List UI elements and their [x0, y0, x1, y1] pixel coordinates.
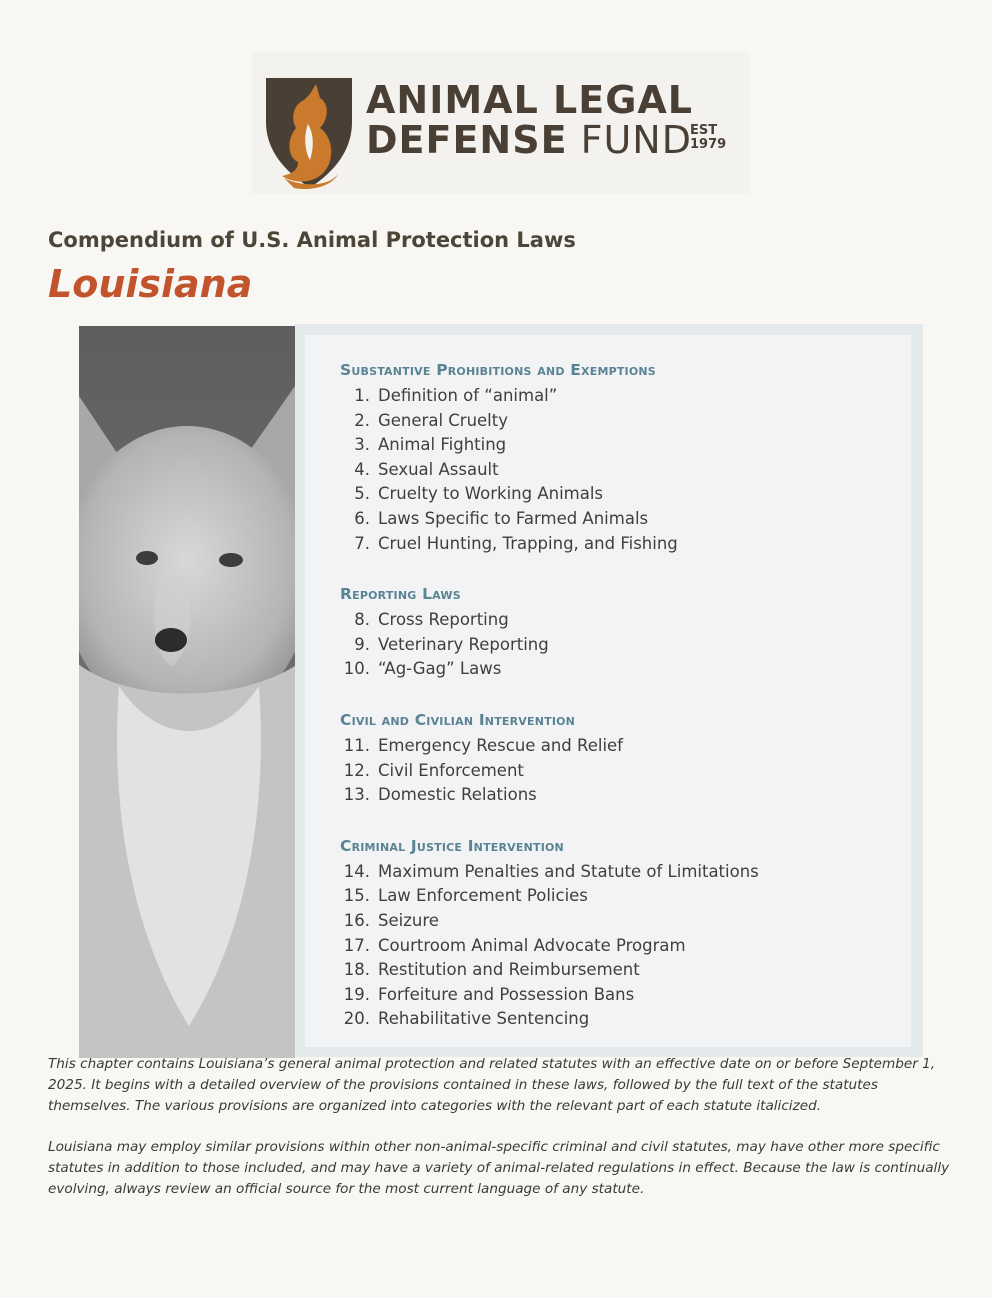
- item-number: 12.: [343, 760, 370, 780]
- item-label: Cruel Hunting, Trapping, and Fishing: [378, 533, 678, 553]
- item-label: Cross Reporting: [378, 610, 509, 630]
- item-number: 17.: [343, 935, 370, 955]
- item-number: 11.: [343, 735, 370, 755]
- toc-section-4: [340, 832, 900, 1032]
- toc-item[interactable]: [340, 860, 900, 885]
- item-number: 1.: [354, 386, 370, 405]
- section-title: Civil and Civilian Intervention: [340, 710, 576, 729]
- item-number: 20.: [343, 1009, 370, 1029]
- toc-item[interactable]: [340, 482, 900, 507]
- item-label: Emergency Rescue and Relief: [378, 735, 623, 755]
- item-label: Definition of “animal”: [378, 386, 558, 405]
- toc-item[interactable]: [340, 657, 900, 682]
- section-gap: [340, 682, 900, 706]
- item-label: General Cruelty: [378, 410, 509, 430]
- item-number: 2.: [354, 410, 370, 430]
- toc-item[interactable]: [340, 608, 900, 633]
- toc-item[interactable]: [340, 1007, 900, 1032]
- item-label: Laws Specific to Farmed Animals: [378, 508, 649, 528]
- item-label: Restitution and Reimbursement: [378, 960, 640, 980]
- item-number: 3.: [354, 435, 370, 455]
- toc-item[interactable]: [340, 507, 900, 532]
- toc-item[interactable]: [340, 983, 900, 1008]
- section-list: [340, 734, 900, 808]
- item-number: 7.: [354, 533, 370, 553]
- section-gap: [340, 808, 900, 832]
- logo-est-label: EST: [690, 123, 718, 138]
- item-label: “Ag-Gag” Laws: [378, 659, 502, 679]
- section-list: [340, 384, 900, 556]
- item-label: Civil Enforcement: [378, 760, 524, 780]
- alfd-logo: [252, 52, 750, 194]
- toc-item[interactable]: [340, 934, 900, 959]
- item-label: Courtroom Animal Advocate Program: [378, 935, 686, 955]
- toc-item[interactable]: [340, 759, 900, 784]
- item-label: Cruelty to Working Animals: [378, 484, 604, 504]
- item-label: Forfeiture and Possession Bans: [378, 984, 635, 1004]
- logo-defense: DEFENSE: [366, 118, 568, 162]
- section-title: Criminal Justice Intervention: [340, 836, 564, 855]
- toc-item[interactable]: [340, 458, 900, 483]
- table-of-contents: [340, 356, 900, 1032]
- item-label: Law Enforcement Policies: [378, 886, 588, 906]
- item-label: Veterinary Reporting: [378, 634, 549, 654]
- logo-est-year: 1979: [690, 137, 727, 152]
- intro-paragraph-1: This chapter contains Louisiana’s general animal protection and related statutes with an effective date on or before September 1, 2025. It begins with a detailed overview of the provisions contained in these laws, followed by the full text of the statutes themselves. The various provisions are organized into categories with the relevant part of each statute italicized.: [48, 1056, 936, 1114]
- item-number: 8.: [354, 610, 370, 630]
- intro-paragraph-2: Louisiana may employ similar provisions within other non-animal-specific criminal and civil statutes, may have other more specific statutes in addition to those included, and may have a variety of animal-related regulations in effect. Because the law is continually evolving, always review an official source for the most current language of any statute.: [48, 1139, 950, 1197]
- item-number: 13.: [343, 785, 370, 805]
- item-label: Animal Fighting: [378, 435, 507, 455]
- item-number: 9.: [354, 634, 370, 654]
- item-label: Rehabilitative Sentencing: [378, 1009, 590, 1029]
- section-title: Substantive Prohibitions and Exemptions: [340, 361, 656, 379]
- toc-item[interactable]: [340, 384, 900, 409]
- toc-item[interactable]: [340, 734, 900, 759]
- item-label: Domestic Relations: [378, 785, 537, 805]
- toc-item[interactable]: [340, 409, 900, 434]
- shield-fox-logo-icon: [264, 74, 356, 192]
- logo-est: [690, 124, 726, 152]
- item-label: Seizure: [378, 910, 439, 930]
- logo-line-2: [366, 120, 692, 160]
- section-list: [340, 860, 900, 1032]
- toc-item[interactable]: [340, 909, 900, 934]
- logo-fund: FUND: [580, 118, 692, 162]
- page-subtitle: Compendium of U.S. Animal Protection Laws: [48, 228, 576, 252]
- item-number: 14.: [343, 861, 370, 881]
- logo-line-1: ANIMAL LEGAL: [366, 78, 694, 122]
- toc-section-1: [340, 356, 900, 556]
- item-number: 19.: [343, 984, 370, 1004]
- toc-item[interactable]: [340, 783, 900, 808]
- fox-illustration-icon: [79, 326, 295, 1058]
- item-number: 6.: [354, 508, 370, 528]
- item-number: 15.: [343, 886, 370, 906]
- item-label: Sexual Assault: [378, 459, 499, 479]
- item-label: Maximum Penalties and Statute of Limitations: [378, 861, 759, 881]
- item-number: 5.: [354, 484, 370, 504]
- section-title: Reporting Laws: [340, 585, 461, 604]
- item-number: 16.: [343, 910, 370, 930]
- item-number: 18.: [343, 960, 370, 980]
- toc-item[interactable]: [340, 958, 900, 983]
- item-number: 4.: [354, 459, 370, 479]
- fox-photo: [79, 326, 295, 1058]
- toc-section-3: [340, 706, 900, 808]
- state-title: Louisiana: [48, 262, 253, 306]
- item-number: 10.: [343, 659, 370, 679]
- section-list: [340, 608, 900, 682]
- toc-item[interactable]: [340, 433, 900, 458]
- toc-section-2: [340, 580, 900, 682]
- toc-item[interactable]: [340, 532, 900, 557]
- toc-item[interactable]: [340, 633, 900, 658]
- toc-item[interactable]: [340, 884, 900, 909]
- section-gap: [340, 556, 900, 580]
